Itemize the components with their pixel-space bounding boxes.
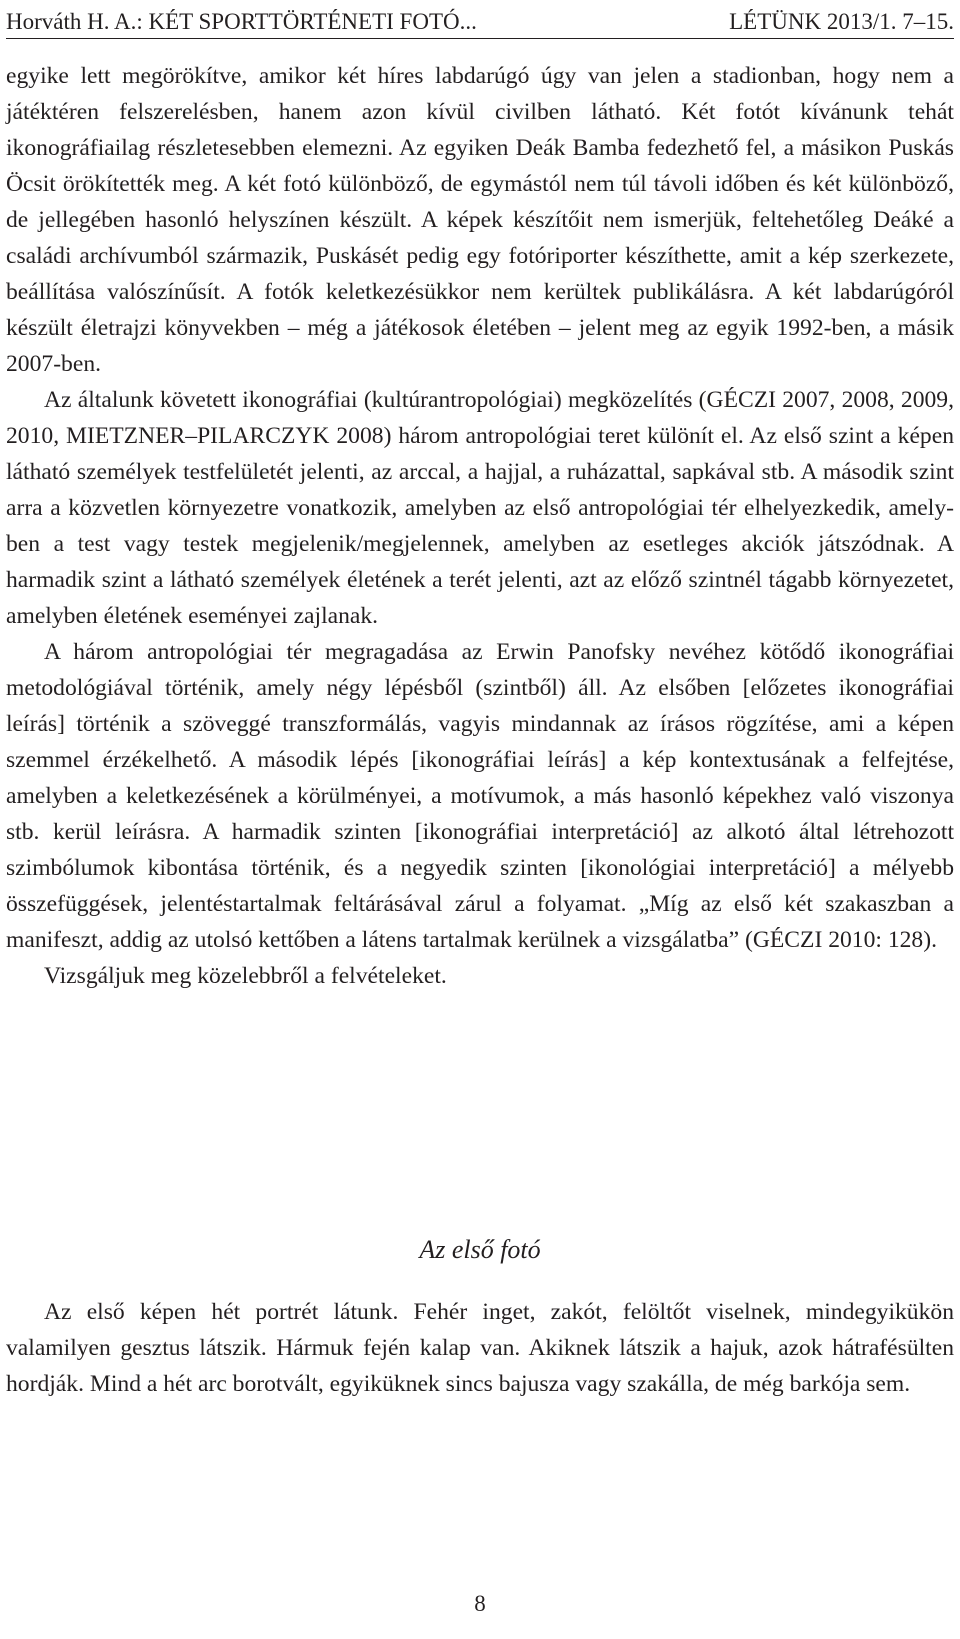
body-paragraph-2: Az általunk követett ikonográfiai (kultúrantropológiai) megközelítés (GÉCZI 2007, 2008, 2009, 2010, MIETZNER–PILARCZYK 2008) három antropológiai teret különít el. Az első szint a képen látható személyek testfelületét jelenti, az arccal, a hajjal, a ruházattal, sapkával stb. A második szint arra a közvetlen környezetre vonatkozik, amelyben az első antropológiai tér elhelyezkedik, amelyben a test vagy testek megjelenik/megjelennek, amelyben az esetleges akciók játszódnak. A harmadik szint a látható személyek életének a terét jelenti, azt az előző szintnél tágabb környezetet, amelyben életének eseményei zajlanak. bbox=[6, 387, 954, 629]
journal-page bbox=[6, 0, 954, 1639]
page-number: 8 bbox=[474, 1591, 486, 1616]
header-journal-reference: LÉTÜNK 2013/1. 7–15. bbox=[729, 9, 954, 34]
main-body-text bbox=[6, 58, 954, 994]
section-paragraph-1: Az első képen hét portrét látunk. Fehér inget, zakót, felöltőt viselnek, mindegyikükön valamilyen gesztus látszik. Hármuk fején kalap van. Akiknek látszik a hajuk, azok hátrafésülten hordják. Mind a hét arc borotvált, egyiküknek sincs bajusza vagy szakálla, de még barkója sem. bbox=[6, 1299, 954, 1397]
running-header bbox=[6, 6, 954, 39]
header-author-title: Horváth H. A.: KÉT SPORTTÖRTÉNETI FOTÓ... bbox=[6, 9, 477, 34]
body-paragraph-4: Vizsgáljuk meg közelebbről a felvételeket. bbox=[44, 963, 447, 989]
section-heading: Az első fotó bbox=[419, 1235, 541, 1264]
body-paragraph-3: A három antropológiai tér megragadása az Erwin Panofsky nevéhez kötődő ikonográfiai metodológiával történik, amely négy lépésből (szintből) áll. Az elsőben [előzetes ikonográfiai leírás] történik a szöveggé transzformálás, vagyis mindannak az írásos rögzítése, ami a képen szemmel érzékelhető. A második lépés [ikonográfiai leírás] a kép kontextusának a felfejtése, amelyben a keletkezésének a körülményei, a motívumok, a más hasonló képekhez való viszonya stb. kerül leírásra. A harmadik szinten [ikonográfiai interpretáció] az alkotó által létrehozott szimbólumok kibontása történik, és a negyedik szinten [ikonológiai interpretáció] a mélyebb összefüggések, jelentéstartalmak feltárásával zárul a folyamat. „Míg az első két szakaszban a manifeszt, addig az utolsó kettőben a látens tartalmak kerülnek a vizsgálatba” (GÉCZI 2010: 128). bbox=[6, 639, 954, 953]
body-paragraph-1: egyike lett megörökítve, amikor két híres labdarúgó úgy van jelen a stadionban, hogy nem a játéktéren felszerelésben, hanem azon kívül civilben látható. Két fotót kívánunk tehát ikonográfiailag részletesebben elemezni. Az egyiken Deák Bamba fedezhető fel, a másikon Puskás Öcsit örökítették meg. A két fotó különböző, de egymástól nem túl távoli időben és két különböző, de jellegében hasonló helyszínen készült. A képek készítőit nem ismerjük, feltehetőleg Deáké a családi archívumból származik, Puskásét pedig egy fotóriporter készíthette, amit a kép szerkezete, beállítása valószínűsít. A fotók keletkezésükkor nem kerültek publikálásra. A két labdarúgóról készült életrajzi könyvekben – még a játékosok életében – jelent meg az egyik 1992-ben, a másik 2007-ben. bbox=[6, 63, 954, 377]
section-body-text bbox=[6, 1294, 954, 1402]
